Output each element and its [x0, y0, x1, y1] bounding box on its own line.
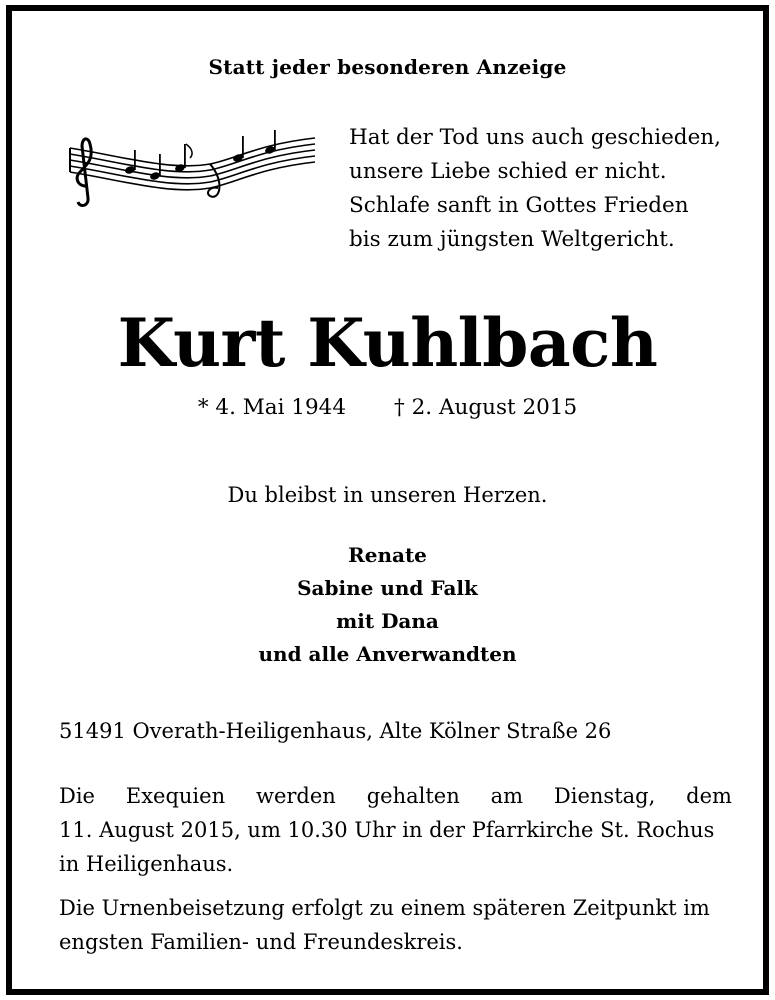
exequien-line-1 — [59, 779, 732, 813]
word: am — [490, 784, 524, 808]
mourner: Renate — [348, 543, 427, 567]
poem-line: unsere Liebe schied er nicht. — [349, 159, 667, 184]
mourner: Sabine und Falk — [297, 576, 478, 600]
word: gehalten — [366, 784, 460, 808]
mourners-list — [12, 539, 763, 671]
word: werden — [255, 784, 336, 808]
deceased-name: Kurt Kuhlbach — [117, 304, 658, 382]
urn-line: engsten Familien- und Freundeskreis. — [59, 930, 463, 954]
life-dates — [12, 395, 763, 420]
urn-burial-notice — [59, 891, 739, 959]
death-date: † 2. August 2015 — [394, 395, 578, 420]
address: 51491 Overath-Heiligenhaus, Alte Kölner Straße 26 — [59, 719, 612, 743]
word: Exequien — [125, 784, 226, 808]
poem — [349, 121, 721, 257]
word: dem — [686, 784, 732, 808]
exequien-notice — [59, 779, 732, 881]
word: Dienstag, — [553, 784, 656, 808]
header-notice: Statt jeder besonderen Anzeige — [208, 55, 567, 79]
exequien-line-2: 11. August 2015, um 10.30 Uhr in der Pfarrkirche St. Rochus — [59, 818, 715, 842]
mourner: mit Dana — [336, 609, 439, 633]
poem-line: Hat der Tod uns auch geschieden, — [349, 125, 721, 150]
urn-line: Die Urnenbeisetzung erfolgt zu einem späteren Zeitpunkt im — [59, 896, 710, 920]
music-staff-icon — [60, 126, 322, 216]
exequien-line-3: in Heiligenhaus. — [59, 852, 234, 876]
motto: Du bleibst in unseren Herzen. — [227, 483, 548, 507]
poem-line: Schlafe sanft in Gottes Frieden — [349, 193, 689, 218]
obituary-frame — [6, 5, 769, 995]
birth-date: * 4. Mai 1944 — [197, 395, 347, 420]
mourner: und alle Anverwandten — [258, 642, 517, 666]
poem-line: bis zum jüngsten Weltgericht. — [349, 227, 675, 252]
word: Die — [59, 784, 95, 808]
